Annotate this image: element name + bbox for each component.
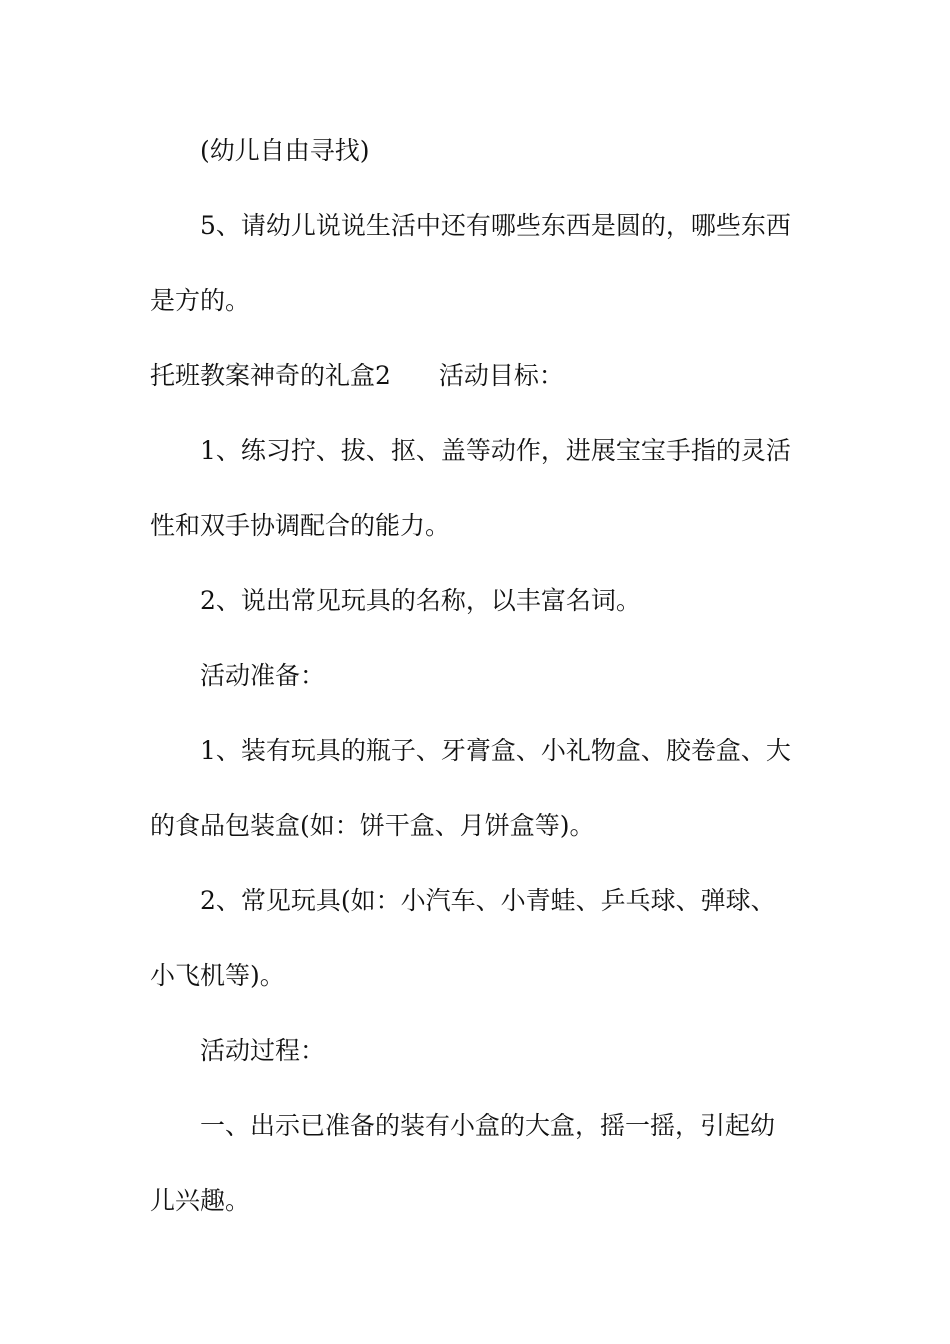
paragraph-line: 1、练习拧、拔、抠、盖等动作，进展宝宝手指的灵活: [200, 436, 791, 465]
activity-preparation-heading: 活动准备：: [200, 661, 326, 690]
section-heading-line: [150, 358, 564, 394]
paragraph-line: 性和双手协调配合的能力。: [150, 511, 451, 540]
paragraph-line: 2、说出常见玩具的名称，以丰富名词。: [200, 586, 641, 615]
paragraph-line: 1、装有玩具的瓶子、牙膏盒、小礼物盒、胶卷盒、大: [200, 736, 791, 765]
paragraph-line: 5、请幼儿说说生活中还有哪些东西是圆的，哪些东西: [200, 211, 791, 240]
paragraph-line: 的食品包装盒(如：饼干盒、月饼盒等)。: [150, 811, 595, 840]
paragraph-line: 是方的。: [150, 286, 251, 315]
activity-goals-heading: 活动目标：: [438, 361, 564, 390]
paragraph-line: (幼儿自由寻找): [200, 136, 370, 165]
activity-process-heading: 活动过程：: [200, 1036, 326, 1065]
paragraph-line: 一、出示已准备的装有小盒的大盒，摇一摇，引起幼: [200, 1111, 776, 1140]
paragraph-line: 2、常见玩具(如：小汽车、小青蛙、乒乓球、弹球、: [200, 886, 776, 915]
lesson-title: 托班教案神奇的礼盒2: [150, 361, 391, 390]
paragraph-line: 小飞机等)。: [150, 961, 285, 990]
paragraph-line: 儿兴趣。: [150, 1186, 251, 1215]
